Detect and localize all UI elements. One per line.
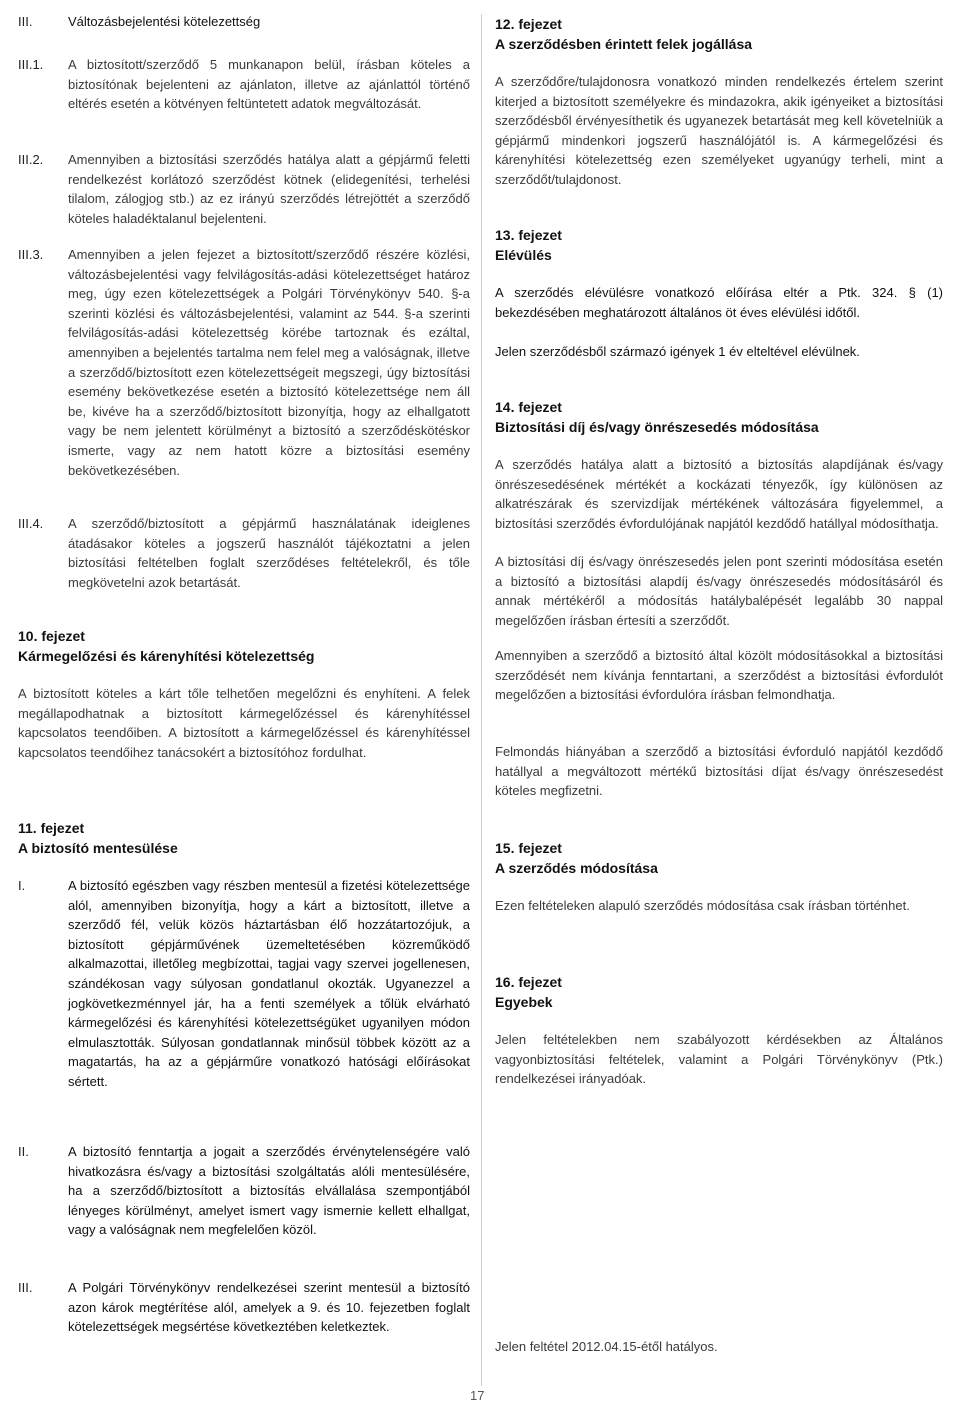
chapter-title: Kármegelőzési és kárenyhítési kötelezettség bbox=[18, 648, 315, 664]
chapter-title: Egyebek bbox=[495, 994, 553, 1010]
item-label: III.3. bbox=[18, 247, 44, 262]
chapter-text: Ezen feltételeken alapuló szerződés módosítása csak írásban történhet. bbox=[495, 898, 910, 913]
item-text: A biztosító fenntartja a jogait a szerződés érvénytelenségére való hivatkozásra és/vagy a biztosítási szolgáltatás alóli mentesülésére, ha a szerződő/biztosított a biztosítás elvállalása szempontjából lényeges körülményt, amelyet ismert vagy ismernie kellett elhallgat, vagy a valóságnak nem megfelelően közöl. bbox=[68, 1144, 470, 1238]
chapter-number: 15. fejezet bbox=[495, 840, 562, 856]
item-text: A biztosító egészben vagy részben mentesül a fizetési kötelezettsége alól, amennyiben bizonyítja, hogy a kárt a biztosított, illetve a szerződő fél, velük közös háztartásban élő hozzátartozójuk, a biztosított gépjárművének üzemeltetésében közreműködő alkalmazottai, illetőleg megbízottai, tagjai vagy szervei jogellenesen, szándékosan vagy súlyosan gondatlanul okozták. Ugyanezzel a jogkövetkezménnyel jár, ha a fenti személyek a tőlük elvárható kármegelőzési és kárenyhítési kötelezettségüket ugyanilyen módon elmulasztották. Súlyosan gondatlannak minősül többek között az a magatartás, ha az a gépjárműre vonatkozó hatósági előírásokat sértett. bbox=[68, 878, 470, 1089]
chapter-title: Elévülés bbox=[495, 247, 552, 263]
item-text: A Polgári Törvénykönyv rendelkezései szerint mentesül a biztosító azon károk megtérítése alól, amelyek a 9. és 10. fejezetben foglalt kötelezettségek megsértése következtében keletkeztek. bbox=[68, 1280, 470, 1335]
chapter-title: A biztosító mentesülése bbox=[18, 840, 178, 856]
validity-note: Jelen feltétel 2012.04.15-étől hatályos. bbox=[495, 1339, 718, 1354]
item-label: III.2. bbox=[18, 152, 44, 167]
chapter-number: 12. fejezet bbox=[495, 16, 562, 32]
chapter-number: 14. fejezet bbox=[495, 399, 562, 415]
item-text: A szerződő/biztosított a gépjármű használatának ideiglenes átadásakor köteles a jogszerű használót tájékoztatni a jelen biztosítási feltételben foglalt szerződéses feltételekről, és tőle megkövetelni azok betartását. bbox=[68, 516, 470, 590]
chapter-number: 16. fejezet bbox=[495, 974, 562, 990]
chapter-text: A szerződés hatálya alatt a biztosító a biztosítás alapdíjának és/vagy önrészesedésének mértékét a kockázati tényezők, így különösen az alkatrészárak és szervizdíjak mértékének változására figyelemmel, a biztosítási szerződés évfordulójának napjától kezdődő hatállyal módosíthatja. bbox=[495, 457, 943, 531]
item-label: III.1. bbox=[18, 57, 44, 72]
chapter-text: Jelen szerződésből származó igények 1 év elteltével elévülnek. bbox=[495, 344, 860, 359]
chapter-number: 10. fejezet bbox=[18, 628, 85, 644]
chapter-text: A biztosított köteles a kárt tőle telhetően megelőzni és enyhíteni. A felek megállapodhatnak a biztosított kármegelőzéssel és kárenyhítéssel kapcsolatos teendőiben. A biztosított a kármegelőzéssel és kárenyhítéssel kapcsolatos teendőihez tanácsokért a biztosítóhoz fordulhat. bbox=[18, 686, 470, 760]
chapter-number: 11. fejezet bbox=[18, 820, 85, 836]
item-label: I. bbox=[18, 878, 26, 893]
page-number: 17 bbox=[470, 1388, 485, 1403]
item-label: III. bbox=[18, 1280, 33, 1295]
item-text: A biztosított/szerződő 5 munkanapon belül, írásban köteles a biztosítónak bejelenteni az ajánlaton, illetve az ajánlattól történő eltérés esetén a kötvényen feltüntetett adatok megváltozását. bbox=[68, 57, 470, 112]
column-divider bbox=[481, 14, 482, 1386]
chapter-text: A szerződőre/tulajdonosra vonatkozó minden rendelkezés értelem szerint kiterjed a biztosított személyekre és mindazokra, akik igényeiket a biztosítási szerződésből érvényesíthetik és ugyanezek betartását meg kell követelniük a gépjármű mindenkori jogszerű használójától is. A kármegelőzési és kárenyhítési kötelezettség ezen személyeket ugyanúgy terheli, mint a szerződőt/tulajdonost. bbox=[495, 74, 943, 187]
item-text: Amennyiben a jelen fejezet a biztosított/szerződő részére közlési, változásbejelentési vagy felvilágosítás-adási kötelezettséget határoz meg, úgy ezen kötelezettségek a Polgári Törvénykönyv 540. §-a szerinti közlési és változásbejelentési, valamint az 544. §-a szerinti felvilágosítás-adási kötelezettség körébe tartoznak és ezáltal, amennyiben a bejelentés tartalma nem felel meg a valóságnak, illetve a szerződő/biztosított ezen kötelezettségeit megszegi, úgy biztosítási esemény bekövetkezése esetén a biztosító kötelezettsége nem áll be, kivéve ha a szerződő/biztosított bizonyítja, hogy az elhallgatott vagy be nem jelentett körülményt a biztosító a szerződéskötéskor ismerte, vagy az nem hatott közre a biztosítási esemény bekövetkezésében. bbox=[68, 247, 470, 478]
chapter-number: 13. fejezet bbox=[495, 227, 562, 243]
section-label: III. bbox=[18, 14, 33, 29]
chapter-text: Amennyiben a szerződő a biztosító által közölt módosításokkal a biztosítási szerződését nem kívánja fenntartani, a szerződést a biztosítási évfordulót megelőzően a biztosítási évfordulóra írásban felmondhatja. bbox=[495, 648, 943, 703]
chapter-title: Biztosítási díj és/vagy önrészesedés módosítása bbox=[495, 419, 819, 435]
chapter-text: Jelen feltételekben nem szabályozott kérdésekben az Általános vagyonbiztosítási feltételek, valamint a Polgári Törvénykönyv (Ptk.) rendelkezései irányadóak. bbox=[495, 1032, 943, 1087]
chapter-text: A szerződés elévülésre vonatkozó előírása eltér a Ptk. 324. § (1) bekezdésében meghatározott általános öt éves elévülési időtől. bbox=[495, 285, 943, 320]
section-title: Változásbejelentési kötelezettség bbox=[68, 14, 261, 29]
item-label: II. bbox=[18, 1144, 29, 1159]
chapter-text: A biztosítási díj és/vagy önrészesedés jelen pont szerinti módosítása esetén a biztosító a biztosítási alapdíj és/vagy önrészesedés módosításáról és annak mértékéről a módosítás hatálybalépését legalább 30 nappal megelőzően írásban értesíti a szerződőt. bbox=[495, 554, 943, 628]
chapter-title: A szerződésben érintett felek jogállása bbox=[495, 36, 753, 52]
chapter-title: A szerződés módosítása bbox=[495, 860, 658, 876]
chapter-text: Felmondás hiányában a szerződő a biztosítási évforduló napjától kezdődő hatállyal a megváltozott mértékű biztosítási díjat és/vagy önrészesedést köteles megfizetni. bbox=[495, 744, 943, 799]
item-label: III.4. bbox=[18, 516, 44, 531]
item-text: Amennyiben a biztosítási szerződés hatálya alatt a gépjármű feletti rendelkezést korlátozó szerződést kötnek (elidegenítési, terhelési tilalom, zálogjog stb.) az ez irányú szerződés létrejöttét a szerződő köteles haladéktalanul bejelenteni. bbox=[68, 152, 470, 226]
